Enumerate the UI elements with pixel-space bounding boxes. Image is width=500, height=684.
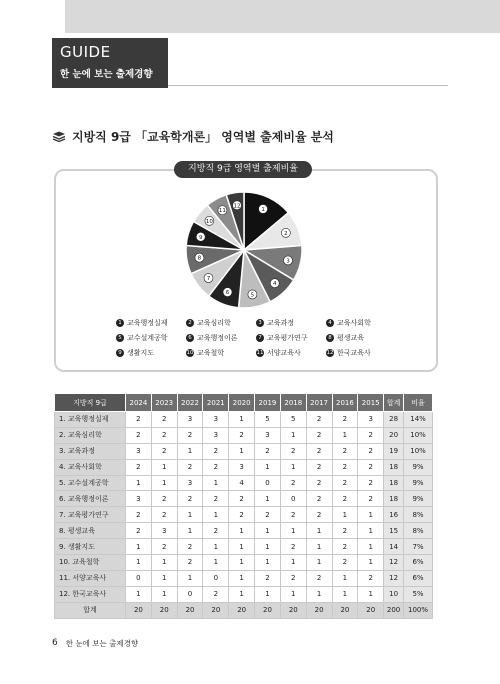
table-cell: 2 [280, 539, 306, 555]
table-cell: 1 [280, 555, 306, 571]
table-cell: 2 [126, 459, 152, 475]
table-cell: 1 [255, 555, 281, 571]
table-cell: 1 [255, 523, 281, 539]
pie-chart [182, 188, 306, 312]
table-cell: 3 [358, 412, 384, 428]
header-underline-dark [52, 86, 168, 88]
table-cell: 3 [255, 427, 281, 443]
table-cell: 2 [126, 523, 152, 539]
page-footer [52, 638, 138, 649]
table-cell: 14 [384, 539, 404, 555]
table-cell: 1 [229, 523, 255, 539]
table-cell: 3 [203, 427, 229, 443]
table-header-cell: 2020 [229, 394, 255, 412]
total-cell: 20 [151, 602, 177, 618]
table-cell: 2 [177, 539, 203, 555]
table-header-cell: 합계 [384, 394, 404, 412]
table-cell: 1 [229, 555, 255, 571]
table-cell: 2 [358, 443, 384, 459]
total-cell: 20 [203, 602, 229, 618]
total-cell: 20 [126, 602, 152, 618]
table-cell: 1 [229, 443, 255, 459]
slice-number: 10 [205, 218, 213, 225]
table-cell: 2 [358, 491, 384, 507]
table-cell: 12 [384, 555, 404, 571]
table-cell: 1 [126, 539, 152, 555]
slice-number: 2 [284, 230, 288, 237]
table-cell: 1 [280, 459, 306, 475]
legend-number-badge: 9 [116, 349, 124, 357]
table-cell: 8% [404, 523, 433, 539]
table-cell: 10% [404, 443, 433, 459]
table-cell: 2 [280, 475, 306, 491]
table-cell: 1 [332, 586, 358, 602]
table-cell: 0 [177, 586, 203, 602]
table-cell: 2 [177, 555, 203, 571]
table-cell: 2 [126, 507, 152, 523]
table-cell: 18 [384, 459, 404, 475]
table-header-cell: 2024 [126, 394, 152, 412]
table-row [55, 507, 433, 523]
table-cell: 2 [255, 507, 281, 523]
table-cell: 18 [384, 491, 404, 507]
table-header-cell: 2016 [332, 394, 358, 412]
top-decorative-band [65, 0, 500, 33]
table-cell: 2 [306, 443, 332, 459]
table-row [55, 523, 433, 539]
table-cell: 2 [280, 570, 306, 586]
book-stack-icon [52, 131, 66, 142]
table-cell: 1 [126, 475, 152, 491]
table-row [55, 427, 433, 443]
table-cell: 2 [203, 523, 229, 539]
slice-number: 4 [272, 281, 277, 288]
table-cell: 1 [280, 586, 306, 602]
legend-item [186, 348, 224, 358]
table-cell: 1 [229, 570, 255, 586]
table-cell: 7% [404, 539, 433, 555]
row-label: 2. 교육심리학 [55, 427, 126, 443]
table-cell: 2 [332, 555, 358, 571]
legend-item [256, 348, 301, 358]
table-cell: 0 [280, 491, 306, 507]
total-cell: 20 [280, 602, 306, 618]
table-cell: 15 [384, 523, 404, 539]
table-cell: 1 [151, 555, 177, 571]
table-cell: 1 [358, 507, 384, 523]
table-cell: 1 [358, 539, 384, 555]
slice-number: 7 [206, 276, 211, 283]
legend-label: 한국교육사 [337, 349, 371, 357]
table-cell: 1 [255, 491, 281, 507]
table-cell: 1 [280, 427, 306, 443]
table-cell: 1 [151, 475, 177, 491]
footer-text: 한 눈에 보는 출제경향 [65, 639, 139, 648]
table-cell: 1 [126, 555, 152, 571]
total-cell: 20 [306, 602, 332, 618]
table-row [55, 491, 433, 507]
slice-number: 1 [261, 206, 265, 213]
total-cell: 200 [384, 602, 404, 618]
table-cell: 5 [280, 412, 306, 428]
row-label: 11. 서양교육사 [55, 570, 126, 586]
legend-label: 서양교육사 [267, 349, 301, 357]
row-label: 5. 교수설계공학 [55, 475, 126, 491]
table-header-cell: 지방직 9급 [55, 394, 126, 412]
section-title [52, 128, 334, 145]
table-cell: 10 [384, 586, 404, 602]
section-title-text: 지방직 9급 「교육학개론」 영역별 출제비율 분석 [72, 130, 334, 144]
legend-number-badge: 2 [186, 319, 194, 327]
table-cell: 1 [177, 570, 203, 586]
table-cell: 2 [151, 412, 177, 428]
legend-label: 교육행정이론 [197, 334, 238, 342]
table-cell: 2 [306, 491, 332, 507]
table-cell: 1 [255, 586, 281, 602]
table-cell: 6% [404, 570, 433, 586]
table-cell: 1 [229, 586, 255, 602]
table-cell: 2 [358, 427, 384, 443]
legend-label: 교육철학 [197, 349, 225, 357]
total-cell: 20 [255, 602, 281, 618]
table-cell: 28 [384, 412, 404, 428]
table-cell: 1 [151, 586, 177, 602]
table-cell: 2 [229, 491, 255, 507]
slice-number: 5 [250, 292, 255, 299]
table-header-cell: 2023 [151, 394, 177, 412]
table-cell: 1 [358, 586, 384, 602]
guide-subtitle: 한 눈에 보는 출제경향 [60, 69, 153, 80]
legend-number-badge: 6 [186, 334, 194, 342]
table-cell: 1 [306, 586, 332, 602]
table-header-cell: 2015 [358, 394, 384, 412]
row-label: 9. 생활지도 [55, 539, 126, 555]
table-cell: 18 [384, 475, 404, 491]
legend-label: 교육평가연구 [267, 334, 308, 342]
table-row [55, 555, 433, 571]
table-cell: 2 [280, 443, 306, 459]
table-cell: 2 [306, 459, 332, 475]
header-underline [168, 85, 448, 86]
row-label: 10. 교육철학 [55, 555, 126, 571]
table-header-row [55, 394, 433, 412]
table-cell: 1 [255, 459, 281, 475]
legend-number-badge: 12 [326, 350, 334, 356]
table-cell: 1 [332, 570, 358, 586]
table-cell: 2 [306, 507, 332, 523]
table-cell: 10% [404, 427, 433, 443]
legend-item [186, 318, 231, 328]
table-cell: 5% [404, 586, 433, 602]
table-cell: 1 [229, 539, 255, 555]
table-cell: 12 [384, 570, 404, 586]
table-cell: 1 [306, 539, 332, 555]
table-cell: 1 [177, 507, 203, 523]
legend-number-badge: 5 [116, 334, 124, 342]
table-cell: 1 [280, 523, 306, 539]
table-cell: 2 [151, 539, 177, 555]
table-cell: 2 [332, 475, 358, 491]
legend-item [326, 318, 371, 328]
legend-item [116, 333, 168, 343]
table-cell: 2 [229, 507, 255, 523]
table-cell: 1 [151, 570, 177, 586]
legend-number-badge: 4 [326, 319, 334, 327]
table-cell: 2 [332, 491, 358, 507]
table-cell: 3 [126, 443, 152, 459]
row-label: 3. 교육과정 [55, 443, 126, 459]
row-label: 1. 교육행정실제 [55, 412, 126, 428]
table-cell: 3 [229, 459, 255, 475]
table-header-cell: 2021 [203, 394, 229, 412]
table-cell: 14% [404, 412, 433, 428]
table-cell: 0 [255, 475, 281, 491]
table-cell: 2 [358, 570, 384, 586]
total-cell: 100% [404, 602, 433, 618]
legend-item [116, 348, 154, 358]
table-cell: 9% [404, 475, 433, 491]
table-cell: 1 [203, 507, 229, 523]
table-cell: 2 [203, 491, 229, 507]
table-cell: 2 [151, 427, 177, 443]
chart-title: 지방직 9급 영역별 출제비율 [174, 161, 312, 178]
table-cell: 1 [332, 507, 358, 523]
total-label: 합계 [55, 602, 126, 618]
table-cell: 5 [255, 412, 281, 428]
slice-number: 9 [198, 234, 203, 241]
table-cell: 0 [203, 570, 229, 586]
table-row [55, 586, 433, 602]
legend-item [256, 333, 308, 343]
table-cell: 2 [306, 475, 332, 491]
total-cell: 20 [358, 602, 384, 618]
table-cell: 2 [306, 427, 332, 443]
slice-number: 8 [197, 255, 202, 262]
legend-label: 교육심리학 [197, 319, 231, 327]
table-row [55, 475, 433, 491]
row-label: 7. 교육평가연구 [55, 507, 126, 523]
table-cell: 2 [332, 412, 358, 428]
table-cell: 1 [332, 427, 358, 443]
table-cell: 2 [177, 427, 203, 443]
total-cell: 20 [332, 602, 358, 618]
table-row [55, 443, 433, 459]
legend-number-badge: 1 [116, 319, 124, 327]
table-total-row [55, 602, 433, 618]
table-cell: 9% [404, 491, 433, 507]
slice-number: 3 [286, 258, 290, 265]
table-row [55, 459, 433, 475]
table-cell: 1 [126, 586, 152, 602]
legend-label: 평생교육 [337, 334, 365, 342]
table-header-cell: 비율 [404, 394, 433, 412]
table-cell: 2 [306, 412, 332, 428]
table-cell: 2 [358, 475, 384, 491]
table-cell: 6% [404, 555, 433, 571]
slice-number: 6 [225, 290, 230, 297]
legend-item [326, 348, 371, 358]
table-cell: 1 [358, 555, 384, 571]
table-header-cell: 2017 [306, 394, 332, 412]
table-cell: 1 [177, 523, 203, 539]
table-cell: 3 [151, 523, 177, 539]
table-cell: 9% [404, 459, 433, 475]
total-cell: 20 [229, 602, 255, 618]
table-cell: 1 [229, 412, 255, 428]
legend-label: 생활지도 [127, 349, 155, 357]
table-cell: 2 [255, 570, 281, 586]
table-cell: 20 [384, 427, 404, 443]
legend-label: 교육과정 [267, 319, 295, 327]
legend-number-badge: 7 [256, 334, 264, 342]
legend-number-badge: 8 [326, 334, 334, 342]
table-cell: 2 [203, 443, 229, 459]
table-cell: 2 [151, 507, 177, 523]
table-cell: 2 [280, 507, 306, 523]
table-cell: 2 [255, 443, 281, 459]
table-header-cell: 2018 [280, 394, 306, 412]
table-cell: 1 [255, 539, 281, 555]
guide-label: GUIDE [60, 43, 111, 61]
row-label: 4. 교육사회학 [55, 459, 126, 475]
table-cell: 1 [306, 523, 332, 539]
table-cell: 1 [151, 459, 177, 475]
table-row [55, 570, 433, 586]
slice-number: 12 [233, 203, 241, 210]
legend-number-badge: 3 [256, 319, 264, 327]
legend-number-badge: 11 [256, 350, 264, 356]
table-cell: 1 [177, 443, 203, 459]
table-cell: 1 [203, 475, 229, 491]
table-cell: 2 [177, 459, 203, 475]
table-cell: 4 [229, 475, 255, 491]
legend-label: 교육행정실제 [127, 319, 168, 327]
table-cell: 2 [332, 539, 358, 555]
legend-label: 교육사회학 [337, 319, 371, 327]
legend-item [116, 318, 168, 328]
table-cell: 19 [384, 443, 404, 459]
table-cell: 1 [203, 555, 229, 571]
table-cell: 2 [126, 412, 152, 428]
row-label: 8. 평생교육 [55, 523, 126, 539]
table-cell: 2 [332, 523, 358, 539]
table-cell: 3 [126, 491, 152, 507]
page-number: 6 [52, 638, 58, 648]
table-row [55, 412, 433, 428]
table-cell: 2 [358, 459, 384, 475]
table-cell: 1 [203, 539, 229, 555]
table-cell: 2 [203, 586, 229, 602]
table-header-cell: 2019 [255, 394, 281, 412]
table-cell: 3 [177, 475, 203, 491]
table-cell: 2 [151, 491, 177, 507]
legend-item [186, 333, 238, 343]
table-cell: 8% [404, 507, 433, 523]
table-header-cell: 2022 [177, 394, 203, 412]
table-cell: 3 [203, 412, 229, 428]
table-cell: 2 [229, 427, 255, 443]
table-cell: 1 [358, 523, 384, 539]
legend-label: 교수설계공학 [127, 334, 168, 342]
row-label: 6. 교육행정이론 [55, 491, 126, 507]
table-row [55, 539, 433, 555]
table-cell: 0 [126, 570, 152, 586]
table-cell: 3 [177, 412, 203, 428]
table-cell: 2 [203, 459, 229, 475]
table-cell: 2 [151, 443, 177, 459]
legend-item [256, 318, 294, 328]
slice-number: 11 [218, 208, 226, 215]
table-cell: 2 [126, 427, 152, 443]
legend-item [326, 333, 364, 343]
guide-header-box [52, 38, 168, 86]
table-cell: 2 [332, 459, 358, 475]
legend-number-badge: 10 [186, 350, 194, 356]
row-label: 12. 한국교육사 [55, 586, 126, 602]
table-cell: 16 [384, 507, 404, 523]
table-cell: 2 [332, 443, 358, 459]
table-cell: 2 [177, 491, 203, 507]
table-cell: 1 [306, 555, 332, 571]
total-cell: 20 [177, 602, 203, 618]
exam-distribution-table [54, 393, 433, 619]
table-cell: 2 [306, 570, 332, 586]
